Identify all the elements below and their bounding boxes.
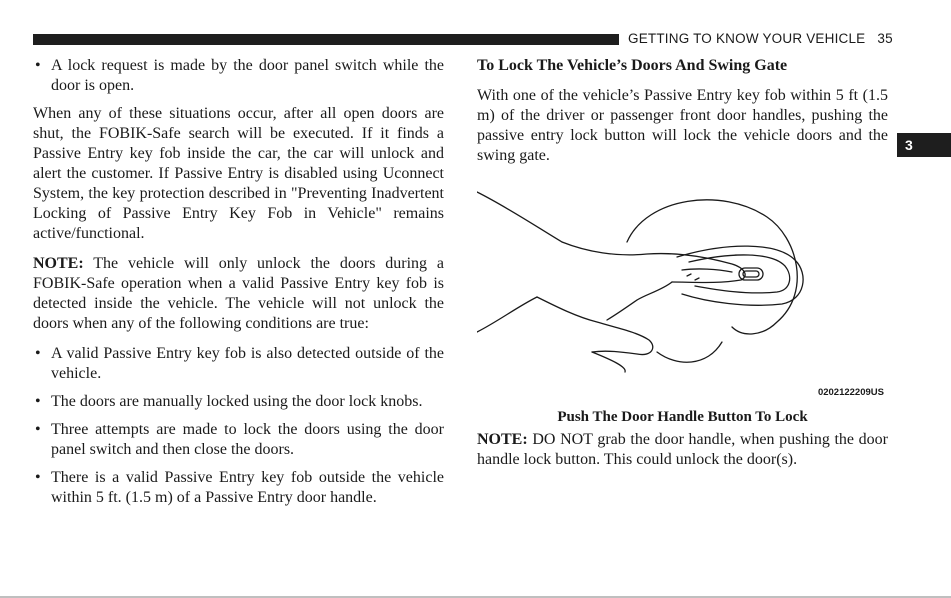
note-label: NOTE: xyxy=(33,255,84,272)
fobik-safe-paragraph: When any of these situations occur, after all open doors are shut, the FOBIK-Safe search will be executed. If it finds a Passive Entry key fob inside the car, the car will unlock and alert the customer. If Passive Entry is disabled using Uconnect System, the key protection described in "Preventing Inadvertent Locking of Passive Entry Key Fob in Vehicle" remains active/functional. xyxy=(33,105,444,242)
door-handle-figure xyxy=(477,182,888,402)
note-text: The vehicle will only unlock the doors during a FOBIK-Safe operation when a valid Passive Entry key fob is detected inside the vehicle. The vehicle will not unlock the doors when any of the following conditions are true: xyxy=(33,255,444,332)
header-title: GETTING TO KNOW YOUR VEHICLE xyxy=(628,31,866,46)
note-paragraph xyxy=(33,254,444,334)
top-bullet-list xyxy=(33,56,444,96)
right-column xyxy=(477,56,888,166)
figure-caption: Push The Door Handle Button To Lock xyxy=(557,409,808,425)
list-item: • A lock request is made by the door panel switch while the door is open. xyxy=(33,56,444,96)
lock-instructions-paragraph: With one of the vehicle’s Passive Entry key fob within 5 ft (1.5 m) of the driver or passenger front door handles, pushing the passive entry lock button will lock the vehicle doors and the swing gate. xyxy=(477,87,888,164)
right-note-paragraph xyxy=(477,430,888,470)
running-header xyxy=(628,31,893,46)
list-item: • There is a valid Passive Entry key fob outside the vehicle within 5 ft. (1.5 m) of a Passive Entry door handle. xyxy=(33,468,444,508)
list-item: • Three attempts are made to lock the doors using the door panel switch and then close the doors. xyxy=(33,420,444,460)
left-column xyxy=(33,56,444,516)
page-number: 35 xyxy=(877,31,893,46)
section-title: To Lock The Vehicle’s Doors And Swing Gate xyxy=(477,57,788,74)
figure-code: 0202122209US xyxy=(817,387,884,398)
hand-pushing-button-illustration xyxy=(477,182,888,402)
header-bar xyxy=(33,34,619,45)
note-label: NOTE: xyxy=(477,431,528,448)
list-item: • A valid Passive Entry key fob is also detected outside of the vehicle. xyxy=(33,344,444,384)
list-item: • The doors are manually locked using the door lock knobs. xyxy=(33,392,444,412)
note-text: DO NOT grab the door handle, when pushing the door handle lock button. This could unlock the door(s). xyxy=(477,431,888,468)
chapter-tab: 3 xyxy=(897,133,951,157)
conditions-list xyxy=(33,344,444,508)
